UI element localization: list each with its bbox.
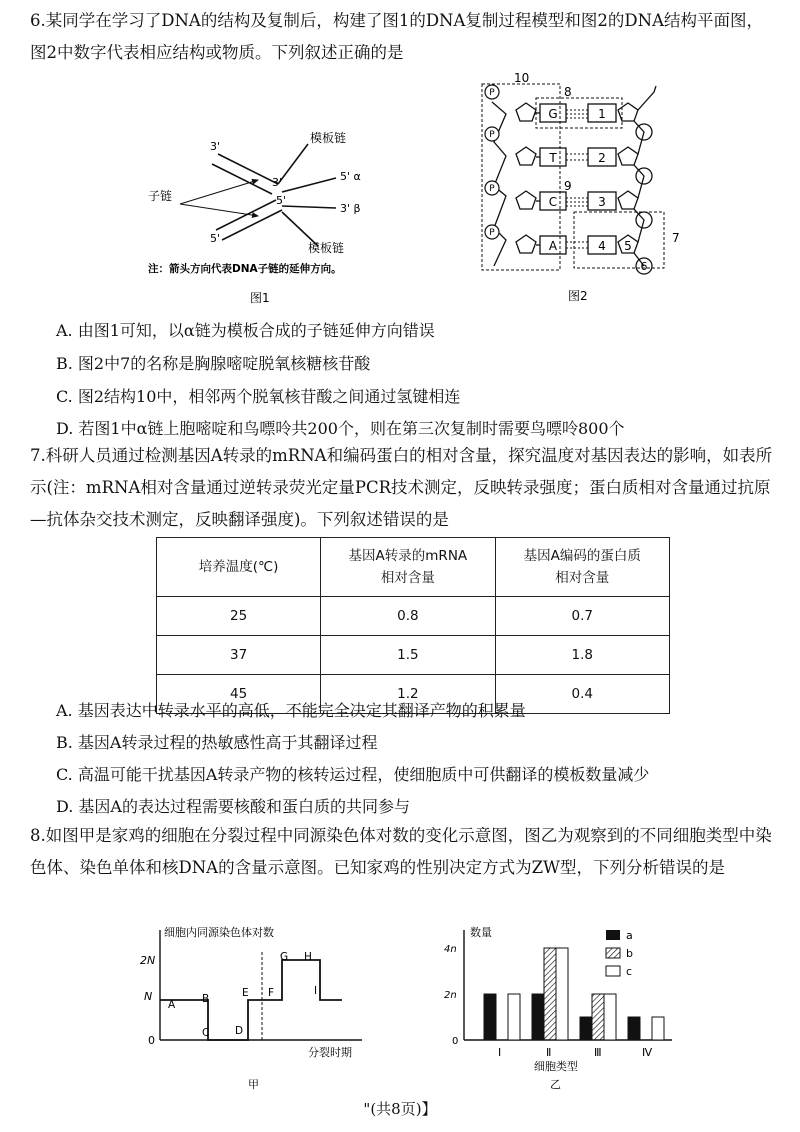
- bar-b-3: [592, 994, 604, 1040]
- q7-option-d: D. 基因A的表达过程需要核酸和蛋白质的共同参与: [56, 797, 410, 816]
- chart-yi-category-label: Ⅱ: [546, 1046, 552, 1059]
- table-cell: 1.8: [495, 636, 669, 675]
- chart-yi-category-label: Ⅰ: [498, 1046, 502, 1059]
- q7-option-a: A. 基因表达中转录水平的高低，不能完全决定其翻译产物的积累量: [56, 701, 526, 720]
- bar-a-4: [628, 1017, 640, 1040]
- page-footer: [0, 1098, 800, 1119]
- chart-yi-caption: 乙: [550, 1078, 561, 1091]
- fig1-label-beta: 3' β: [340, 202, 361, 215]
- fig2-base-3: 3: [598, 195, 606, 209]
- fig1-label-template-bottom: 模板链: [308, 241, 345, 255]
- chart-yi-ytick-4n: 4n: [444, 944, 457, 955]
- fig1-label-3prime-top: 3': [210, 140, 221, 153]
- fig2-phosphate-1: P: [489, 88, 495, 98]
- bar-b-2: [544, 948, 556, 1040]
- fig2-phosphate-3: P: [489, 184, 495, 194]
- chart-yi-category-label: Ⅲ: [594, 1046, 602, 1059]
- q6-option-d: D. 若图1中α链上胞嘧啶和鸟嘌呤共200个，则在第三次复制时需要鸟嘌呤800个: [56, 419, 625, 438]
- table-cell: 25: [157, 597, 321, 636]
- chart-yi-category-label: Ⅳ: [642, 1046, 653, 1059]
- table-row: [157, 636, 670, 675]
- chart-jia-point-label: D: [235, 1025, 244, 1037]
- legend-swatch-a: [606, 930, 620, 940]
- fig2-base-C: C: [548, 195, 558, 209]
- fig1-label-5prime-mid: 5': [276, 194, 287, 207]
- fig2-base-4: 4: [598, 239, 606, 253]
- q6-option-c: C. 图2结构10中，相邻两个脱氧核苷酸之间通过氢键相连: [56, 387, 461, 406]
- temperature-expression-table: [156, 537, 670, 714]
- bar-c-2: [556, 948, 568, 1040]
- fig2-base-G: G: [548, 107, 558, 121]
- q7-option-c: C. 高温可能干扰基因A转录产物的核转运过程，使细胞质中可供翻译的模板数量减少: [56, 765, 650, 784]
- fig1-label-template-top: 模板链: [310, 131, 347, 145]
- chart-yi-ylabel: 数量: [470, 926, 492, 939]
- table-cell: 0.7: [495, 597, 669, 636]
- chart-jia-caption: 甲: [248, 1078, 259, 1091]
- bar-a-1: [484, 994, 496, 1040]
- legend-label-a: a: [626, 929, 633, 942]
- question-7-stem: 7.科研人员通过检测基因A转录的mRNA和编码蛋白的相对含量，探究温度对基因表达的影响，如表所示(注：mRNA相对含量通过逆转录荧光定量PCR技术测定，反映转录强度；蛋白质相对含量通过抗原—抗体杂交技术测定，反映翻译强度)。下列叙述错误的是: [30, 446, 773, 529]
- fig2-label-6: 6: [640, 260, 648, 273]
- q6-option-b: B. 图2中7的名称是胸腺嘧啶脱氧核糖核苷酸: [56, 354, 371, 373]
- table-header-temperature: 培养温度(℃): [157, 538, 321, 597]
- bar-c-3: [604, 994, 616, 1040]
- table-cell: 0.4: [495, 675, 669, 714]
- fig2-label-10: 10: [514, 71, 530, 85]
- chart-jia-point-label: I: [314, 985, 318, 997]
- table-cell: 1.2: [321, 675, 495, 714]
- chart-jia-ytick-N: N: [144, 990, 153, 1003]
- chart-jia-line: [160, 960, 342, 1040]
- footer-mark: ": [363, 1100, 371, 1118]
- chart-jia-point-label: A: [168, 999, 176, 1011]
- question-6-stem: 6.某同学在学习了DNA的结构及复制后，构建了图1的DNA复制过程模型和图2的DNA结构平面图，图2中数字代表相应结构或物质。下列叙述正确的是: [30, 11, 763, 62]
- table-cell: 37: [157, 636, 321, 675]
- table-cell: 1.5: [321, 636, 495, 675]
- legend-label-c: c: [626, 965, 633, 978]
- figure-2-dna-structure: [478, 70, 698, 310]
- fig2-base-2: 2: [598, 151, 606, 165]
- bar-c-1: [508, 994, 520, 1040]
- legend-label-b: b: [626, 947, 633, 960]
- chart-yi-ytick-2n: 2n: [444, 990, 457, 1001]
- fig2-label-5: 5: [624, 239, 632, 253]
- fig2-label-8: 8: [564, 85, 572, 99]
- bar-a-3: [580, 1017, 592, 1040]
- chart-jia-homologous-pairs: [130, 922, 370, 1092]
- fig2-phosphate-2: P: [489, 130, 495, 140]
- chart-jia-title: 细胞内同源染色体对数: [164, 926, 274, 939]
- q7-option-b: B. 基因A转录过程的热敏感性高于其翻译过程: [56, 733, 378, 752]
- table-header-mrna: 基因A转录的mRNA相对含量: [321, 538, 495, 597]
- chart-jia-point-label: G: [280, 951, 289, 963]
- chart-jia-ytick-2N: 2N: [140, 954, 156, 967]
- fig1-note: 注：箭头方向代表DNA子链的延伸方向。: [148, 263, 342, 275]
- chart-jia-point-label: F: [268, 987, 275, 999]
- fig1-label-alpha: 5' α: [340, 170, 361, 183]
- fig1-label-5prime-bottom: 5': [210, 232, 221, 245]
- table-cell: 45: [157, 675, 321, 714]
- table-cell: 0.8: [321, 597, 495, 636]
- chart-jia-point-label: H: [304, 951, 312, 963]
- fig1-label-3prime-mid: 3': [272, 176, 283, 189]
- figure-1-dna-replication: [140, 120, 400, 310]
- chart-jia-point-label: E: [242, 987, 249, 999]
- chart-jia-xlabel: 分裂时期: [308, 1046, 352, 1059]
- chart-yi-cell-types: [440, 922, 700, 1097]
- fig2-base-T: T: [549, 151, 557, 165]
- fig2-phosphate-4: P: [489, 228, 495, 238]
- question-8-stem: 8.如图甲是家鸡的细胞在分裂过程中同源染色体对数的变化示意图，图乙为观察到的不同细胞类型中染色体、染色单体和核DNA的含量示意图。已知家鸡的性别决定方式为ZW型，下列分析错误的是: [30, 826, 772, 877]
- bar-c-4: [652, 1017, 664, 1040]
- chart-jia-point-label: B: [202, 993, 210, 1005]
- table-row: [157, 597, 670, 636]
- fig2-label-9: 9: [564, 179, 572, 193]
- fig1-caption: 图1: [250, 291, 270, 305]
- fig2-base-A: A: [548, 239, 558, 253]
- chart-yi-ytick-0: 0: [452, 1036, 459, 1047]
- chart-jia-point-label: C: [202, 1027, 210, 1039]
- footer-page-count: (共8页)】: [370, 1100, 437, 1118]
- fig2-caption: 图2: [568, 289, 588, 303]
- table-header-protein: 基因A编码的蛋白质相对含量: [495, 538, 669, 597]
- chart-yi-xlabel: 细胞类型: [534, 1060, 578, 1073]
- chart-jia-ytick-0: 0: [148, 1034, 155, 1047]
- bar-a-2: [532, 994, 544, 1040]
- fig1-label-child-strand: 子链: [148, 189, 173, 203]
- fig2-label-7: 7: [672, 231, 680, 245]
- legend-swatch-c: [606, 966, 620, 976]
- fig2-base-1: 1: [598, 107, 606, 121]
- legend-swatch-b: [606, 948, 620, 958]
- q6-option-a: A. 由图1可知，以α链为模板合成的子链延伸方向错误: [56, 321, 435, 340]
